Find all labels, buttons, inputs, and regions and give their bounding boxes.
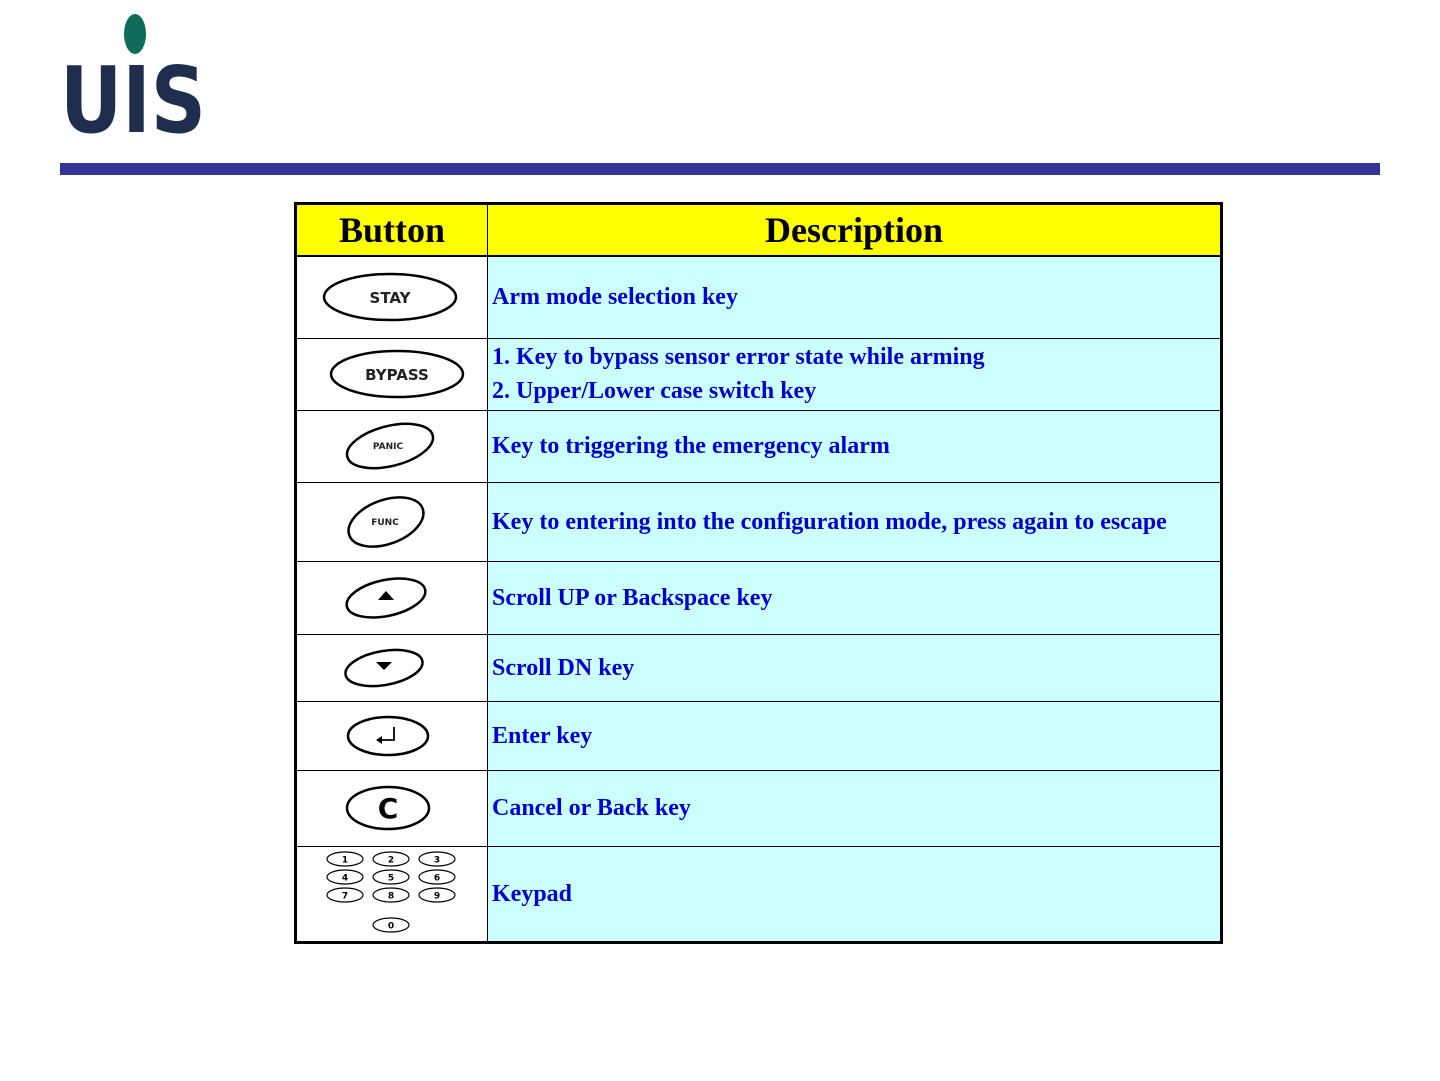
scroll-up-key-icon: [342, 572, 442, 624]
cancel-key-icon: [342, 780, 442, 836]
func-key-icon: [342, 492, 442, 552]
header-description: Description: [488, 204, 1222, 257]
header-button: Button: [296, 204, 488, 257]
table-row: [296, 846, 1222, 942]
keypad-key-label: 0: [387, 921, 395, 931]
description-cell: Scroll UP or Backspace key: [488, 561, 1222, 634]
table-row: [296, 256, 1222, 338]
scroll-down-key-icon: [342, 644, 442, 692]
description-cell: Enter key: [488, 701, 1222, 770]
table-row: [296, 770, 1222, 846]
description-cell: Keypad: [488, 846, 1222, 942]
description-cell: Key to entering into the configuration mode, press again to escape: [488, 482, 1222, 561]
keypad-key-label: 8: [387, 891, 395, 901]
table-row: [296, 701, 1222, 770]
table-row: [296, 634, 1222, 701]
table-row: [296, 410, 1222, 482]
logo-text: UIS: [60, 47, 206, 154]
panic-key-icon: [342, 418, 442, 474]
keypad-key-label: 6: [433, 873, 441, 883]
keypad-icon: [317, 849, 467, 939]
keypad-key-label: 5: [387, 873, 395, 883]
keypad-key-label: 2: [387, 855, 395, 865]
func-key-label: FUNC: [371, 517, 399, 528]
keypad-key-label: 4: [341, 873, 349, 883]
stay-key-label: STAY: [369, 289, 411, 308]
header-rule: [60, 163, 1380, 175]
enter-key-icon: [342, 711, 442, 761]
table-row: [296, 561, 1222, 634]
bypass-key-icon: [317, 346, 467, 402]
description-cell: Key to triggering the emergency alarm: [488, 410, 1222, 482]
keypad-key-label: 7: [341, 891, 349, 901]
panic-key-label: PANIC: [372, 442, 404, 452]
keypad-key-label: 1: [341, 855, 349, 865]
keypad-key-label: 3: [433, 855, 441, 865]
description-cell: Arm mode selection key: [488, 256, 1222, 338]
bypass-key-label: BYPASS: [365, 366, 429, 384]
keypad-key-label: 9: [433, 891, 441, 901]
key-description-table: [294, 202, 1223, 944]
stay-key-icon: [322, 269, 462, 325]
description-cell: Cancel or Back key: [488, 770, 1222, 846]
description-cell: 1. Key to bypass sensor error state while arming 2. Upper/Lower case switch key: [488, 338, 1222, 410]
uis-logo: [60, 12, 210, 154]
table-row: [296, 338, 1222, 410]
cancel-key-label: C: [377, 792, 399, 825]
description-cell: Scroll DN key: [488, 634, 1222, 701]
table-row: [296, 482, 1222, 561]
